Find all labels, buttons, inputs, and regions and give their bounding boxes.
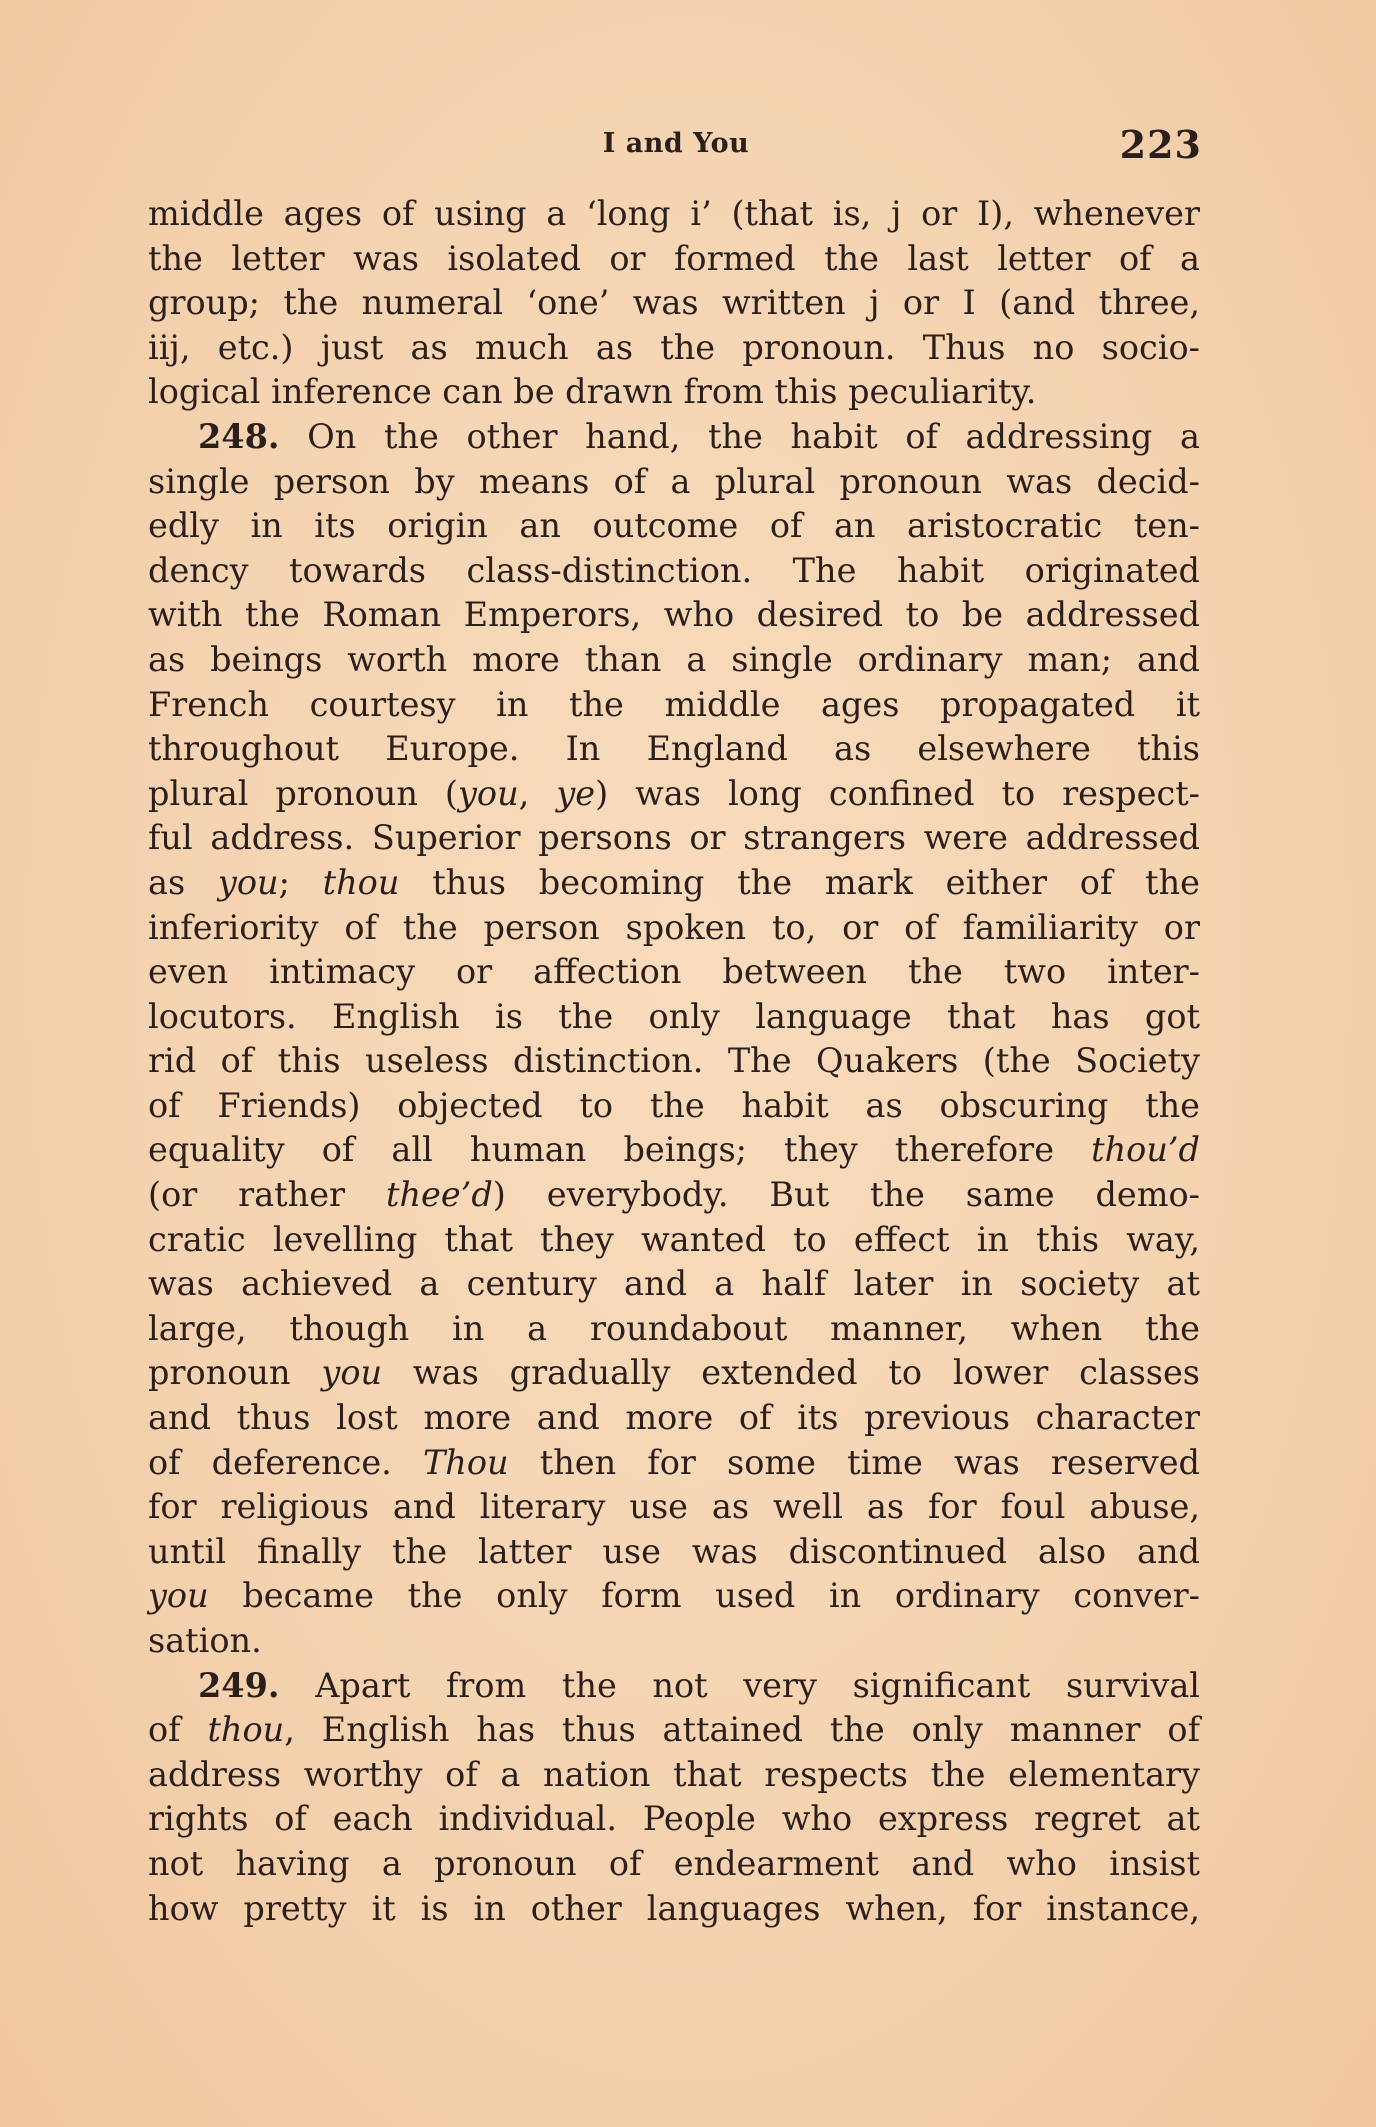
text-line: plural pronoun (you, ye) was long confined to respect-: [148, 773, 1200, 813]
text-line: inferiority of the person spoken to, or of familiarity or: [148, 907, 1200, 947]
text-line: as you; thou thus becoming the mark either of the: [148, 862, 1200, 902]
text-line: group; the numeral ‘one’ was written j or I (and three,: [148, 283, 1200, 323]
text-line: rid of this useless distinction. The Quakers (the Society: [148, 1041, 1200, 1081]
text-line: was achieved a century and a half later in society at: [148, 1264, 1200, 1304]
text-line: equality of all human beings; they therefore thou’d: [148, 1130, 1200, 1170]
page-number: 223: [1119, 122, 1202, 167]
text-line: iij, etc.) just as much as the pronoun. Thus no socio-: [148, 327, 1200, 367]
text-line: of deference. Thou then for some time was reserved: [148, 1442, 1200, 1482]
text-line: middle ages of using a ‘long i’ (that is, j or I), whenever: [148, 194, 1200, 233]
text-line: as beings worth more than a single ordinary man; and: [148, 639, 1200, 679]
text-line: address worthy of a nation that respects the elementary: [148, 1754, 1200, 1794]
section-number: 249.: [198, 1665, 280, 1705]
running-title: I and You: [602, 128, 750, 159]
text-line: of thou, English has thus attained the only manner of: [148, 1710, 1200, 1750]
text-line: how pretty it is in other languages when, for instance,: [148, 1888, 1200, 1928]
text-line: rights of each individual. People who express regret at: [148, 1799, 1200, 1839]
text-line: (or rather thee’d) everybody. But the same demo-: [148, 1175, 1200, 1215]
running-head: [150, 118, 1202, 178]
text-line: cratic levelling that they wanted to effect in this way,: [148, 1219, 1200, 1259]
text-line: Apart from the not very significant survival: [315, 1665, 1201, 1705]
text-line: logical inference can be drawn from this peculiarity.: [148, 372, 1037, 412]
text-line: of Friends) objected to the habit as obscuring the: [148, 1085, 1200, 1125]
text-line: with the Roman Emperors, who desired to be addressed: [148, 595, 1200, 635]
text-line: edly in its origin an outcome of an aristocratic ten-: [148, 506, 1200, 546]
text-line: single person by means of a plural pronoun was decid-: [148, 461, 1200, 501]
text-line: for religious and literary use as well as for foul abuse,: [148, 1487, 1200, 1527]
text-line: the letter was isolated or formed the last letter of a: [148, 238, 1200, 278]
text-line: and thus lost more and more of its previous character: [148, 1398, 1200, 1438]
text-line: French courtesy in the middle ages propagated it: [148, 684, 1200, 724]
text-line: throughout Europe. In England as elsewhere this: [148, 729, 1200, 769]
text-line: ful address. Superior persons or strangers were addressed: [148, 818, 1200, 858]
text-line: sation.: [148, 1621, 262, 1660]
body-text: [148, 192, 1200, 1931]
text-line: until finally the latter use was discontinued also and: [148, 1531, 1200, 1571]
text-line: dency towards class-distinction. The habit originated: [148, 550, 1200, 590]
text-line: even intimacy or affection between the two inter-: [148, 952, 1200, 992]
text-line: large, though in a roundabout manner, when the: [148, 1308, 1200, 1348]
section-number: 248.: [198, 416, 280, 456]
text-line: On the other hand, the habit of addressing a: [307, 416, 1200, 456]
text-line: locutors. English is the only language that has got: [148, 996, 1200, 1036]
paragraph-248-first-line: [148, 415, 1200, 460]
text-line: not having a pronoun of endearment and who insist: [148, 1843, 1200, 1883]
text-line: you became the only form used in ordinary conver-: [148, 1576, 1200, 1616]
text-line: pronoun you was gradually extended to lower classes: [148, 1353, 1201, 1393]
paragraph-249-first-line: [148, 1664, 1200, 1709]
